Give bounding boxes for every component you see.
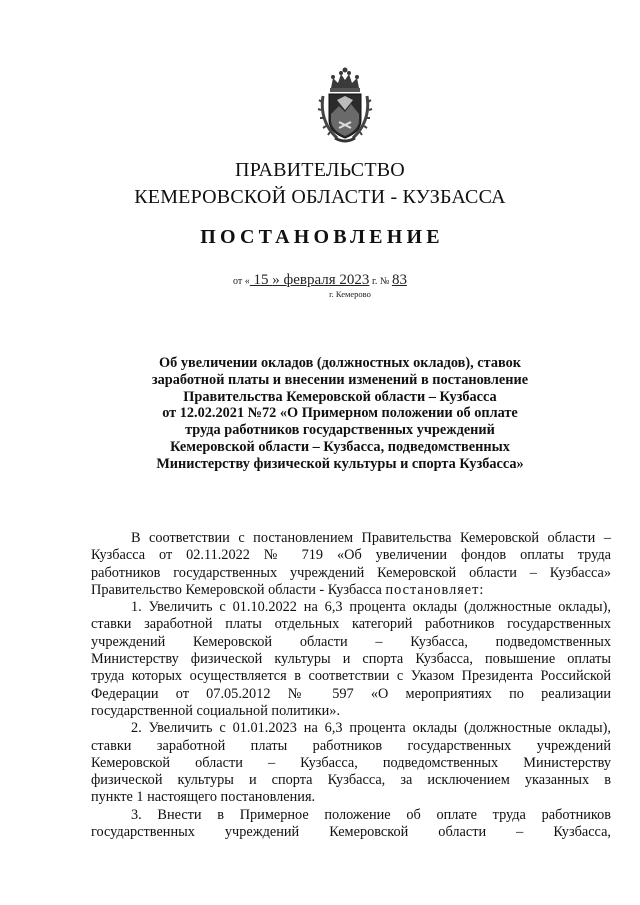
document-type-title: ПОСТАНОВЛЕНИЕ	[200, 226, 444, 248]
body-line-resolves	[91, 582, 611, 599]
body-line: ставки заработной платы отдельных категорий работников государственных	[91, 616, 611, 633]
body-line: Кузбасса от 02.11.2022 № 719 «Об увеличении фондов оплаты труда	[91, 547, 611, 564]
body-line: государственной социальной политики».	[91, 702, 341, 719]
date-number-line	[0, 272, 640, 289]
decree-subject	[100, 355, 580, 473]
body-line: Министерству физической культуры и спорта Кузбасса, повышение оплаты	[91, 651, 611, 668]
body-line: пункте 1 настоящего постановления.	[91, 789, 316, 806]
city-label: г. Кемерово	[329, 289, 371, 299]
government-title-line2: КЕМЕРОВСКОЙ ОБЛАСТИ - КУЗБАССА	[134, 186, 506, 208]
subject-line: Об увеличении окладов (должностных окладов), ставок	[158, 355, 521, 371]
body-line: учреждений Кемеровской области – Кузбасса, подведомственных	[91, 633, 611, 650]
decree-body	[91, 530, 611, 841]
body-line: Кемеровской области – Кузбасса, подведомственных Министерству	[91, 754, 611, 771]
coat-of-arms-emblem	[317, 66, 373, 144]
subject-line: Правительства Кемеровской области – Кузбасса	[183, 388, 497, 405]
date-year-suffix: г. №	[369, 276, 392, 287]
subject-line: Кемеровской области – Кузбасса, подведомственных	[170, 438, 510, 455]
date-month-year: февраля 2023	[283, 272, 370, 288]
subject-line: Министерству физической культуры и спорта Кузбасса»	[156, 455, 524, 472]
body-line: государственных учреждений Кемеровской области – Кузбасса,	[91, 824, 611, 841]
subject-line: труда работников государственных учреждений	[185, 422, 495, 439]
body-line: 1. Увеличить с 01.10.2022 на 6,3 процента оклады (должностные оклады),	[131, 599, 611, 616]
body-line: В соответствии с постановлением Правительства Кемеровской области –	[131, 530, 611, 546]
body-line: Федерации от 07.05.2012 № 597 «О мероприятиях по реализации	[91, 685, 611, 702]
date-prefix: от «	[233, 276, 250, 287]
decree-number: 83	[391, 272, 407, 288]
body-line-text: Правительство Кемеровской области - Кузбасса	[91, 581, 386, 598]
body-line: 2. Увеличить с 01.01.2023 на 6,3 процента оклады (должностные оклады),	[131, 720, 611, 737]
government-title-line1: ПРАВИТЕЛЬСТВО	[235, 159, 405, 181]
date-day: 15	[249, 272, 273, 288]
body-line: работников государственных учреждений Кемеровской области – Кузбасса»	[91, 564, 611, 581]
body-line: 3. Внести в Примерное положение об оплате труда работников	[131, 806, 611, 823]
date-mid: »	[272, 272, 284, 288]
resolves-word: постановляет:	[385, 581, 485, 598]
subject-line: от 12.02.2021 №72 «О Примерном положении об оплате	[162, 405, 518, 422]
body-line: физической культуры и спорта Кузбасса, за исключением указанных в	[91, 772, 611, 789]
body-line: труда которых осуществляется в соответствии с Указом Президента Российской	[91, 668, 611, 685]
subject-line: заработной платы и внесении изменений в постановление	[151, 371, 529, 388]
body-line: ставки заработной платы работников государственных учреждений	[91, 737, 611, 754]
